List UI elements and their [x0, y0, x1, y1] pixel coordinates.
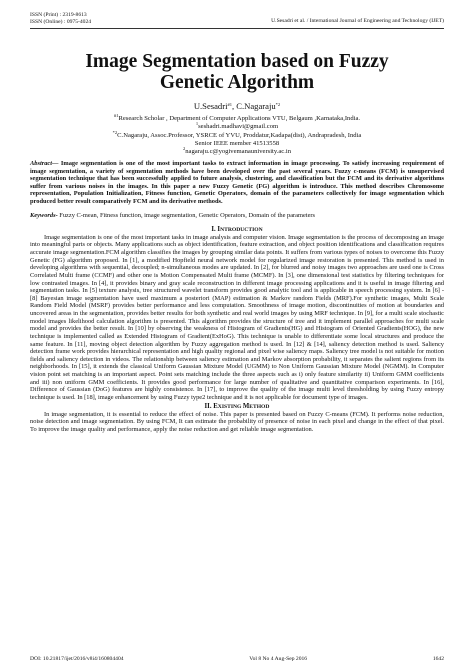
- affiliation-2-email[interactable]: nagaraju.c@yogivemanauniversity.ac.in: [185, 147, 292, 155]
- author-1-sup: #1: [227, 102, 232, 108]
- section-2-rest-2: ETHOD: [249, 403, 270, 410]
- keywords-text: Fuzzy C-mean, Fitness function, image segmentation, Genetic Operators, Domain of the parameters: [57, 211, 316, 219]
- author-separator: ,: [231, 101, 237, 112]
- section-2-rest-1: XISTING: [217, 403, 243, 410]
- affiliation-2-sup: *2: [112, 130, 118, 136]
- affiliation-2-text: C.Nagaraju, Assoc.Professor, YSRCE of YVU, Proddatur,Kadapa(dist), Andrapradesh, India: [117, 132, 362, 140]
- affiliation-1-text: Research Scholar , Department of Computer Applications VTU, Belgaum ,Karnataka,India.: [118, 115, 361, 123]
- footer-volume: Vol 8 No 4 Aug-Sep 2016: [249, 656, 308, 662]
- section-1-number: I.: [211, 225, 216, 233]
- title-line-2: Genetic Algorithm: [159, 72, 315, 94]
- abstract-lead: Abstract: [30, 160, 53, 168]
- issn-print: ISSN (Print) : 2319-8613: [30, 12, 87, 18]
- existing-method-paragraph: In image segmentation, it is essential to reduce the effect of noise. This paper is presented based on Fuzzy C-means (FCM). It performs noise reduction, noise detection and image segmentation. By using FCM, It can estimate the probability of presence of noise in each pixel and change in the effect of that pixel. To improve the image quality and performance, apply the noise reduction and get reliable image segmentation.: [30, 410, 444, 433]
- section-1-rest: NTRODUCTION: [220, 226, 263, 233]
- affiliation-2: [30, 132, 444, 155]
- affiliation-2-line-2: Senior IEEE member 41513558: [194, 139, 280, 147]
- abstract: [30, 160, 444, 205]
- affiliation-2-email-sup: 2: [182, 145, 186, 151]
- journal-name: U.Sesadri et al. / International Journal of Engineering and Technology (IJET): [271, 18, 444, 24]
- affiliation-1-line: [30, 115, 444, 123]
- footer-doi: DOI: 10.21817/ijet/2016/v8i4/160804404: [30, 656, 124, 662]
- section-2-number: II.: [204, 402, 212, 410]
- abstract-text: — Image segmentation is one of the most important tasks to extract information in image processing. To satisfy increasing requirement of image segmentation, a variety of segmentation methods have been developed over the past several years. Fuzzy c-means (FCM) is unsupervised segmentation technique that has been successfully applied to future analysis, clustering, and classification but the FCM and its derivative algorithms suffer from various noises in the images. In this paper a new Fuzzy Genetic (FG) algorithm is introduce. This method describes Chromosome representation, Population Initialization, Fitness function, Genetic Operators, domain of the parameters collectively for image segmentation which produced better result comparatively FCM and its derivative methods.: [30, 160, 444, 205]
- header-rule: [30, 28, 444, 29]
- section-1-first-letter: I: [217, 225, 221, 233]
- section-heading-existing-method: [30, 403, 444, 411]
- section-2-first-letter: E: [213, 402, 218, 410]
- affiliation-2-email-line: [30, 145, 444, 156]
- introduction-paragraph: Image segmentation is one of the most important tasks in image analysis and computer vision. Image segmentation is the process of decomposing an image into meaningful parts or objects. Many applications such as object identification, feature extraction, and object position identifications and classification requires accurate image segmentation.FCM algorithm classifies the images by grouping similar data points. It suffers from various types of noises to overcome this Fuzzy Genetic (FG) algorithm proposed. In [1], a modified Hopfield neural network model for regularized image restoration is presented. This method is used in developing algorithms with sequential, decoupled; n-simultaneous modes are updated. In [2], for blurred and noisy images two approaches are used one is Cross Correlated Multi frame (CCMF) and other one is Motion Compensated Multi frame (MCMF). In [3], one dimensional test statistics by filtering techniques for low contrasted images. In [4], it provides binary and gray scale reconstruction in different image processing applications and it is useful in image filtering and segmentation tasks. In [5] texture analysis, tree structured wavelet transform provides good analytic tool and is applicable in speech processing system. In [6] - [8] Bayesian image segmentation have used maximum a posteriori (MAP) estimation & Markov random Fields (MRF).For synthetic images, Multi Scale Random Field Model (MSRF) provides better performance and less computation. Smoothness of image motion, discontinuities of motion at boundaries and uncovered areas in the segmentation, provides better results for both synthetic and real world images by using MRF technique. In [9], for a multi scale stochastic model images likelihood calculation algorithm is presented. This algorithm provides the structure of tree and it implement parallel approaches for multi scale model and provides the better result. In [10] by observing the weakness of Histogram of Gradients(HG) and Histogram of Oriented Gradients(HOG), the new technique is implemented called as Extended Histogram of Gradient(ExHoG). This technique is unable to differentiate some local structures and produce the same feature. In [11], moving object detection algorithm by Fuzzy aggregation method is used. In [12] & [14], saliency detection method is used. Saliency detection frame work provides hierarchical representation and high quality regional and pixel wise saliency maps. Saliency tree model is not suitable for motion fields and saliency detection in videos. The relationship between saliency estimation and Markov absorption probability, it separates the salient regions from its neighborhoods. In [15], it extends the classical Uniform Gaussian Mixture Model (UGMM) to Non Uniform Gaussian Mixture Model (NGMM). In Computer vision point set matching is an important aspect. Point sets matching include the three aspects such as i) only feature similarity ii) Uniform GMM coefficients and iii) non uniform GMM coefficients. It provides good performance for large number of qualitative and quantitative comparison experiments. In [16], Difference of Gaussian (DoG) features are highly consistence. In [17], to improve the quality of the image multi level thresholding by using Fuzzy entropy technique is used. In [18], image enhancement by using Fuzzy type2 technique and it is not applicable for document type of images.: [30, 233, 444, 401]
- issn-block: [30, 12, 91, 25]
- issn-online: ISSN (Online) : 0975-4024: [30, 18, 92, 25]
- author-list: [30, 101, 444, 111]
- keywords: [30, 212, 444, 220]
- author-2-sup: *2: [275, 102, 281, 108]
- affiliation-1-email-line: [30, 120, 444, 131]
- affiliation-2-line-1: [30, 132, 444, 140]
- affiliation-1-sup: #1: [113, 113, 119, 119]
- keywords-lead: Keywords-: [30, 211, 58, 219]
- paper-title: [30, 51, 444, 93]
- title-line-1: Image Segmentation based on Fuzzy: [85, 51, 389, 73]
- running-header: [30, 12, 444, 25]
- author-2: C.Nagaraju: [236, 101, 276, 112]
- affiliation-1-email[interactable]: seshadri.madhavi@gmail.com: [198, 122, 279, 130]
- section-2-first-letter-2: M: [242, 402, 250, 410]
- page-footer: [30, 656, 444, 663]
- author-1: U.Sesadri: [193, 101, 228, 112]
- section-heading-introduction: [30, 226, 444, 234]
- affiliation-1: [30, 115, 444, 130]
- footer-page-number: 1642: [432, 656, 444, 662]
- affiliation-1-email-sup: 1: [195, 120, 199, 126]
